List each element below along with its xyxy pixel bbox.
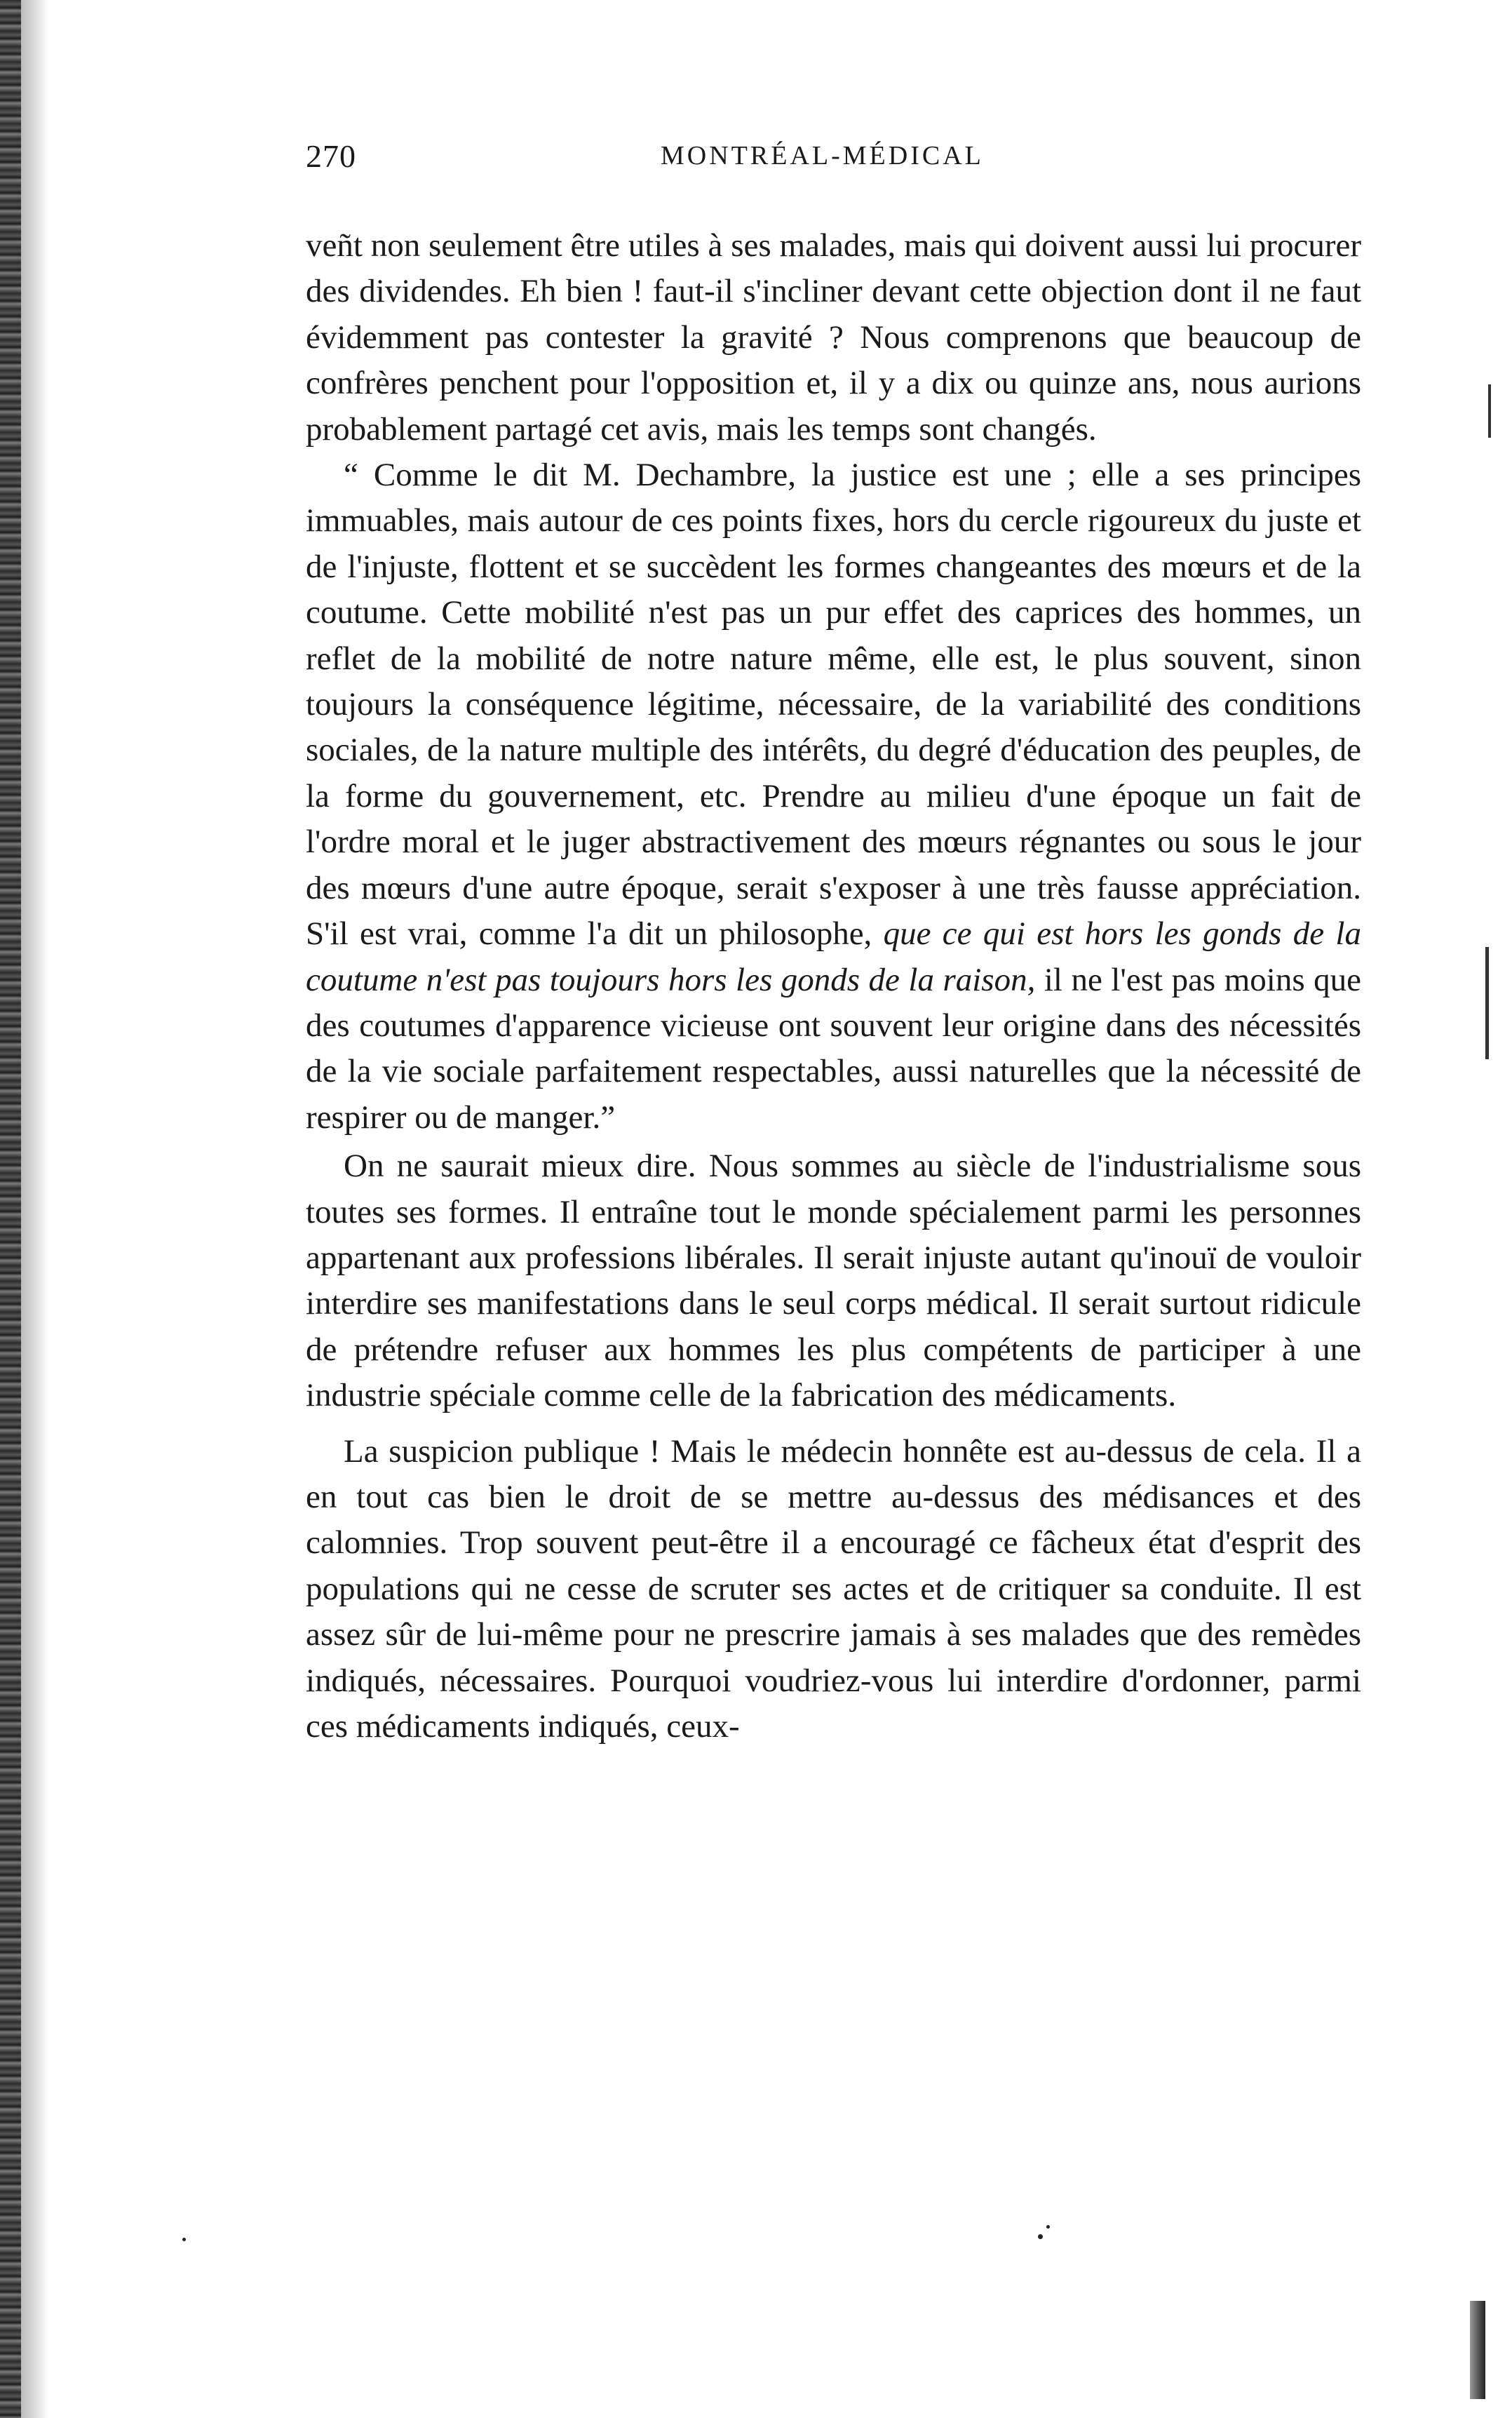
scan-speck-2: [1046, 2225, 1050, 2229]
margin-scan-mark-upper: [1488, 384, 1491, 438]
scan-speck-1: [1038, 2234, 1043, 2239]
paragraph-1: [306, 223, 1361, 452]
body-text: [306, 223, 1361, 1749]
page-number: 270: [306, 138, 356, 174]
binding-shadow: [21, 0, 49, 2418]
running-head: [306, 137, 1358, 180]
paragraph-1-text: veñt non seulement être utiles à ses malades, mais qui doivent aussi lui procurer des dividendes. Eh bien ! faut-il s'incliner devant cette objection dont il ne faut évidemment pas contester la gravité ? Nous comprenons que beaucoup de confrères penchent pour l'opposition et, il y a dix ou quinze ans, nous aurions probablement partagé cet avis, mais les temps sont changés.: [306, 227, 1361, 448]
binding-edge: [0, 0, 21, 2418]
paragraph-2-text-a: “ Comme le dit M. Dechambre, la justice est une ; elle a ses principes immuables, mais autour de ces points fixes, hors du cercle rigoureux du juste et de l'injuste, flottent et se succèdent les formes changeantes des mœurs et de la coutume. Cette mobilité n'est pas un pur effet des caprices des hommes, un reflet de la mobilité de notre nature même, elle est, le plus souvent, sinon toujours la conséquence légitime, nécessaire, de la variabilité des conditions sociales, de la nature multiple des intérêts, du degré d'éducation des peuples, de la forme du gouvernement, etc. Prendre au milieu d'une époque un fait de l'ordre moral et le juger abstractivement des mœurs régnantes ou sous le jour des mœurs d'une autre époque, serait s'exposer à une très fausse appréciation. S'il est vrai, comme l'a dit un philosophe,: [306, 457, 1361, 953]
paragraph-2-quotation: [306, 452, 1361, 1141]
journal-title: MONTRÉAL-MÉDICAL: [661, 141, 984, 170]
scan-speck-3: [182, 2238, 186, 2241]
paragraph-3: [306, 1143, 1361, 1418]
margin-scan-mark-lower: [1470, 2301, 1485, 2399]
paragraph-4-text: La suspicion publique ! Mais le médecin honnête est au-dessus de cela. Il a en tout cas bien le droit de se mettre au-dessus des médisances et des calomnies. Trop souvent peut-être il a encouragé ce fâcheux état d'esprit des populations qui ne cesse de scruter ses actes et de critiquer sa conduite. Il est assez sûr de lui-même pour ne prescrire jamais à ses malades que des remèdes indiqués, nécessaires. Pourquoi voudriez-vous lui interdire d'ordonner, parmi ces médicaments indiqués, ceux-: [306, 1432, 1361, 1745]
paragraph-3-text: On ne saurait mieux dire. Nous sommes au siècle de l'industrialisme sous toutes ses formes. Il entraîne tout le monde spécialement parmi les personnes appartenant aux professions libérales. Il serait injuste autant qu'inouï de vouloir interdire ses manifestations dans le seul corps médical. Il serait surtout ridicule de prétendre refuser aux hommes les plus compétents de participer à une industrie spéciale comme celle de la fabrication des médicaments.: [306, 1148, 1361, 1414]
paragraph-2-text-b: il ne l'est pas moins que des coutumes d'apparence vicieuse ont souvent leur origine dans des nécessités de la vie sociale parfaitement respectables, aussi naturelles que la nécessité de respirer ou de manger.”: [306, 961, 1361, 1136]
paragraph-4: [306, 1429, 1361, 1750]
margin-scan-mark-middle: [1485, 947, 1489, 1059]
paragraph-2-italic-citation: que ce qui est hors les gonds de la coutume n'est pas toujours hors les gonds de la raison,: [306, 915, 1361, 998]
